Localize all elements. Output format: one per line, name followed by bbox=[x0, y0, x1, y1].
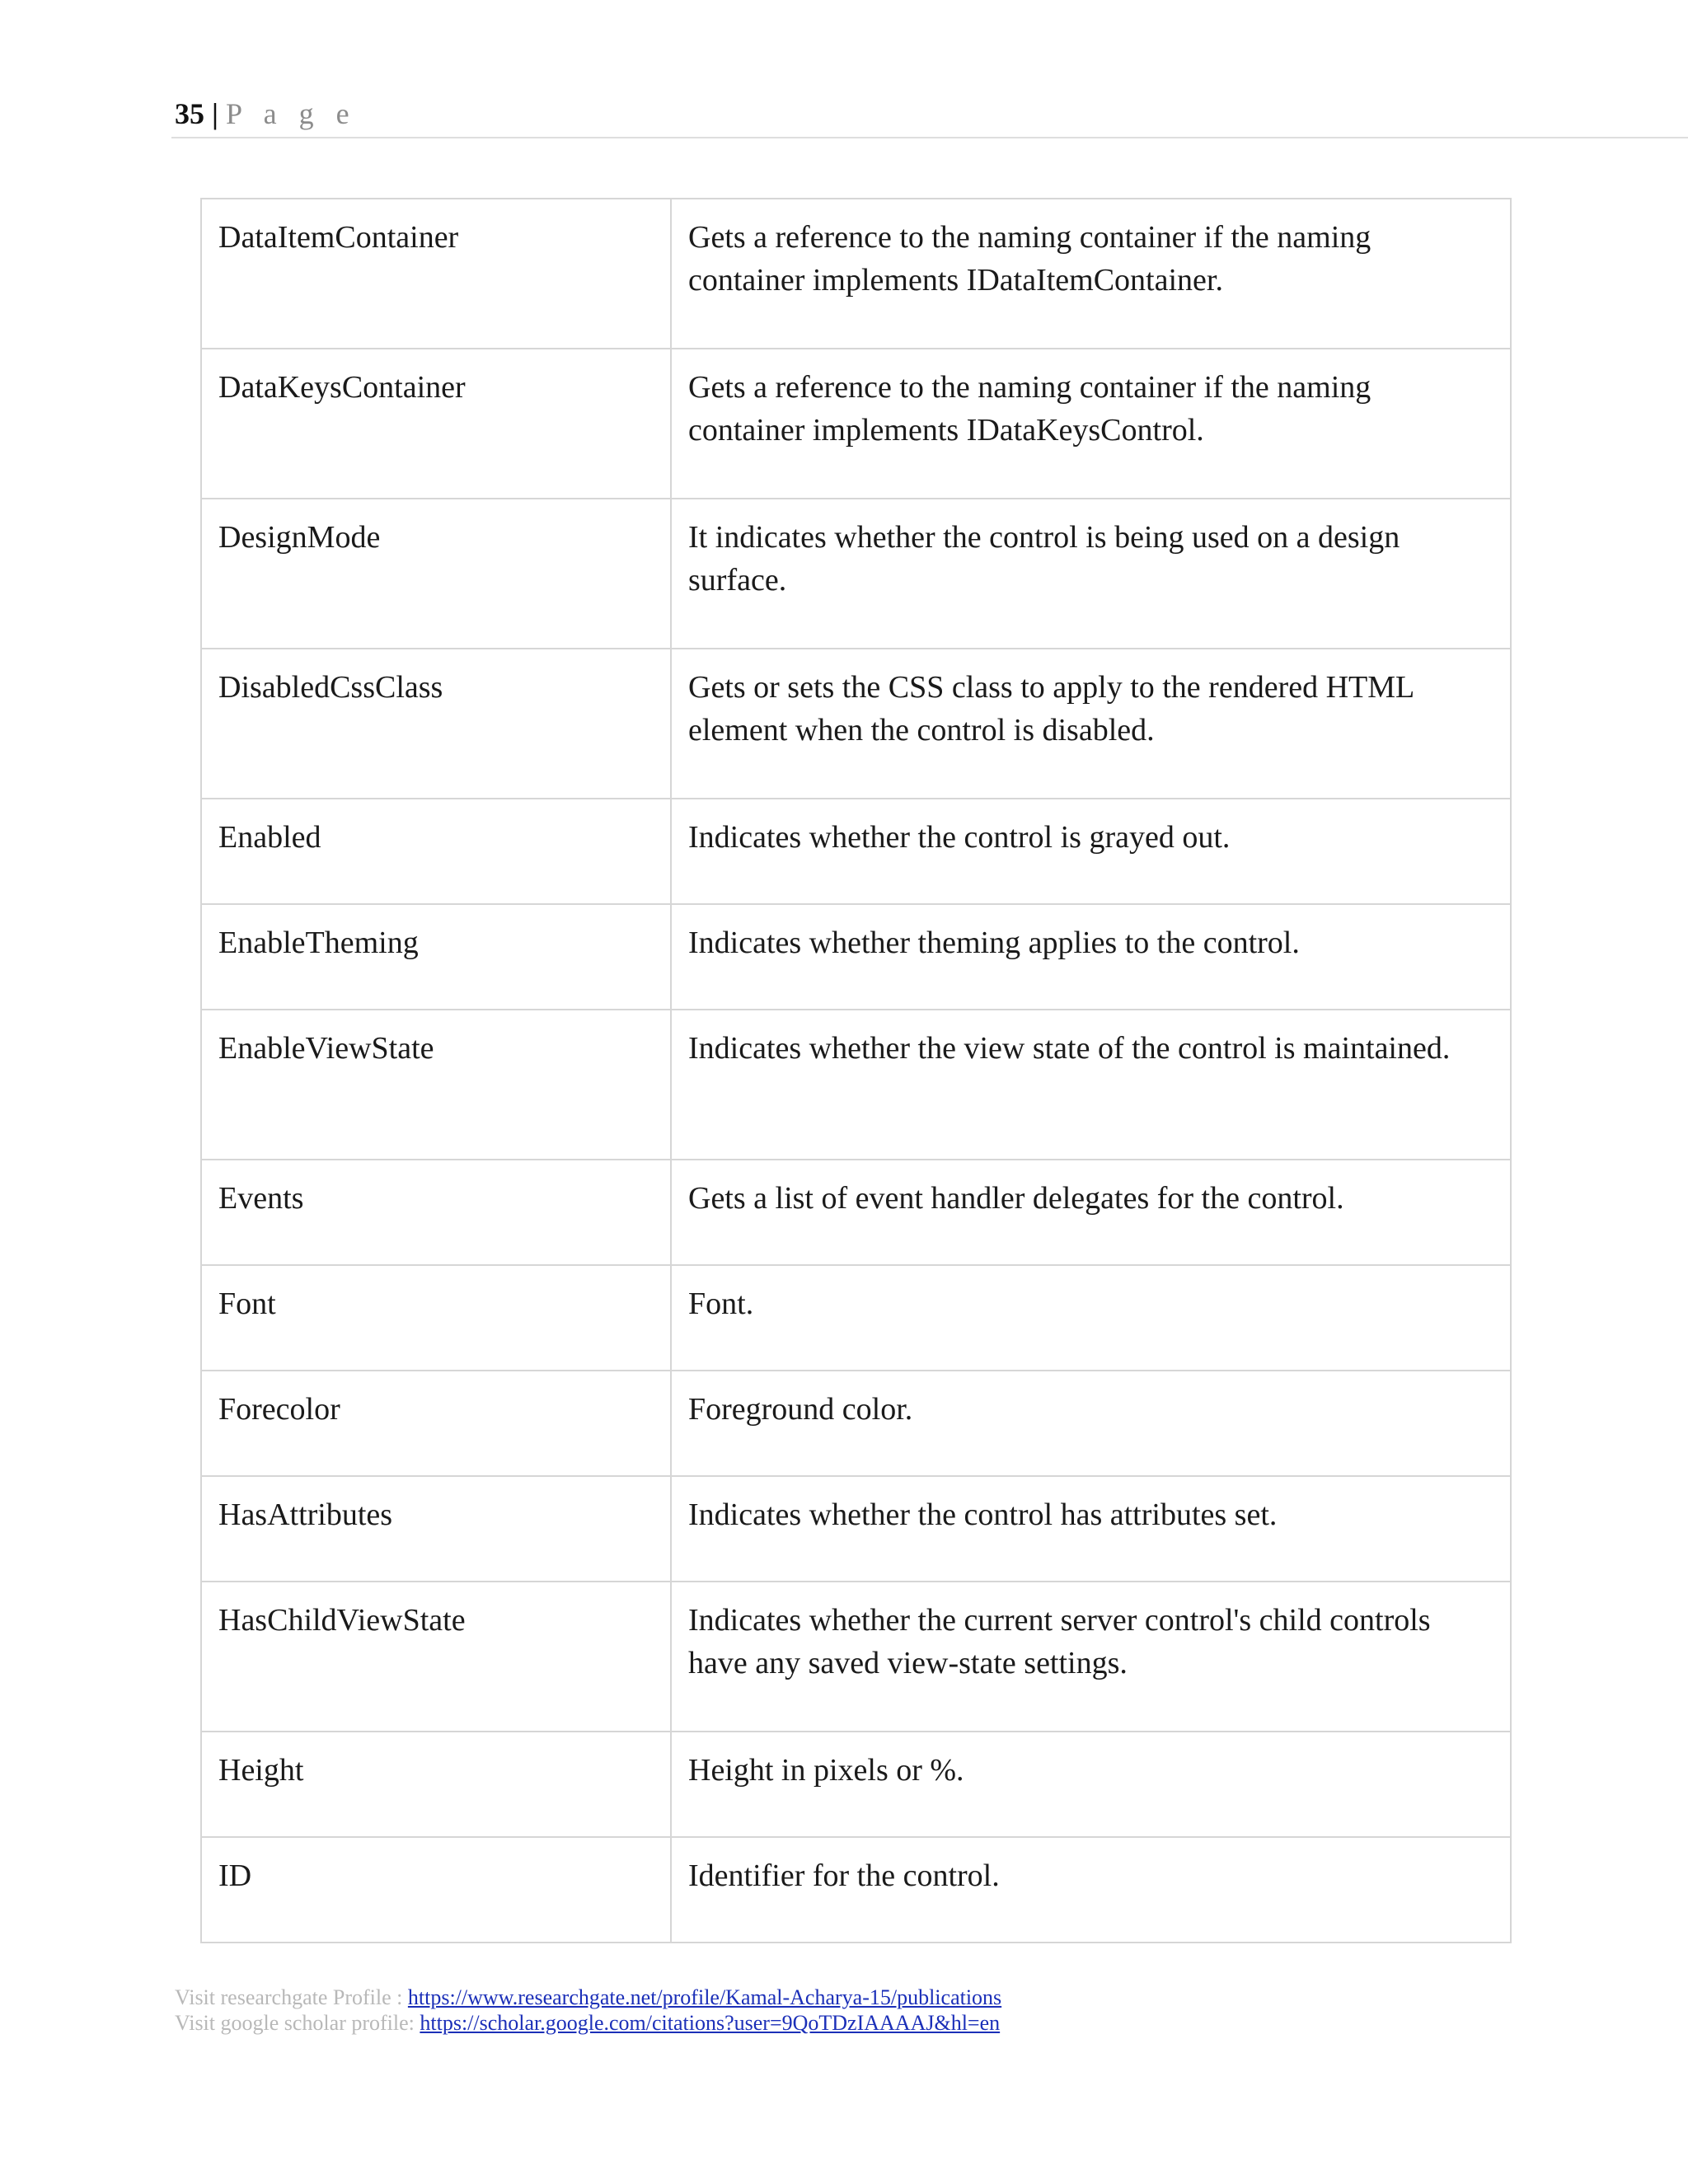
table-row bbox=[201, 1732, 1511, 1837]
property-description-cell: Indicates whether the control has attributes set. bbox=[671, 1476, 1511, 1582]
property-name-cell: DataKeysContainer bbox=[201, 349, 671, 499]
property-description-cell: Indicates whether the current server control's child controls have any saved view-state settings. bbox=[671, 1582, 1511, 1732]
property-description-cell: Height in pixels or %. bbox=[671, 1732, 1511, 1837]
property-name-cell: EnableViewState bbox=[201, 1010, 671, 1160]
property-name-cell: ID bbox=[201, 1837, 671, 1943]
scholar-link[interactable]: https://scholar.google.com/citations?user=9QoTDzIAAAAJ&hl=en bbox=[420, 2011, 1001, 2035]
table-row bbox=[201, 1837, 1511, 1943]
footer bbox=[175, 1985, 1001, 2036]
property-description-cell: Gets or sets the CSS class to apply to the rendered HTML element when the control is disabled. bbox=[671, 649, 1511, 799]
property-description-cell: Indicates whether the view state of the control is maintained. bbox=[671, 1010, 1511, 1160]
researchgate-line bbox=[175, 1985, 1001, 2010]
table-row bbox=[201, 1265, 1511, 1371]
property-description-cell: Indicates whether the control is grayed out. bbox=[671, 799, 1511, 904]
page-header bbox=[175, 97, 357, 130]
property-name-cell: EnableTheming bbox=[201, 904, 671, 1010]
property-description-cell: Indicates whether theming applies to the control. bbox=[671, 904, 1511, 1010]
table-row bbox=[201, 1010, 1511, 1160]
property-name-cell: Events bbox=[201, 1160, 671, 1265]
page-number: 35 bbox=[175, 97, 204, 130]
table-row bbox=[201, 799, 1511, 904]
property-name-cell: HasChildViewState bbox=[201, 1582, 671, 1732]
property-description-cell: Gets a list of event handler delegates for the control. bbox=[671, 1160, 1511, 1265]
table-row bbox=[201, 649, 1511, 799]
property-description-cell: Gets a reference to the naming container if the naming container implements IDataItemContainer. bbox=[671, 199, 1511, 349]
researchgate-label: Visit researchgate Profile : bbox=[175, 1985, 408, 2009]
property-description-cell: Gets a reference to the naming container if the naming container implements IDataKeysControl. bbox=[671, 349, 1511, 499]
properties-table-body bbox=[201, 199, 1511, 1943]
table-row bbox=[201, 1582, 1511, 1732]
table-row bbox=[201, 499, 1511, 649]
property-name-cell: Enabled bbox=[201, 799, 671, 904]
property-name-cell: HasAttributes bbox=[201, 1476, 671, 1582]
table-row bbox=[201, 1371, 1511, 1476]
property-name-cell: DisabledCssClass bbox=[201, 649, 671, 799]
table-row bbox=[201, 199, 1511, 349]
property-description-cell: Font. bbox=[671, 1265, 1511, 1371]
page-label: P a g e bbox=[225, 97, 357, 130]
property-name-cell: Height bbox=[201, 1732, 671, 1837]
property-name-cell: DataItemContainer bbox=[201, 199, 671, 349]
page-separator: | bbox=[212, 97, 218, 130]
property-description-cell: It indicates whether the control is being used on a design surface. bbox=[671, 499, 1511, 649]
scholar-line bbox=[175, 2010, 1001, 2036]
properties-table bbox=[200, 198, 1512, 1943]
table-row bbox=[201, 1476, 1511, 1582]
property-description-cell: Identifier for the control. bbox=[671, 1837, 1511, 1943]
property-name-cell: Forecolor bbox=[201, 1371, 671, 1476]
researchgate-link[interactable]: https://www.researchgate.net/profile/Kamal-Acharya-15/publications bbox=[407, 1985, 1002, 2009]
property-name-cell: DesignMode bbox=[201, 499, 671, 649]
property-name-cell: Font bbox=[201, 1265, 671, 1371]
table-row bbox=[201, 1160, 1511, 1265]
property-description-cell: Foreground color. bbox=[671, 1371, 1511, 1476]
header-divider bbox=[171, 137, 1688, 138]
table-row bbox=[201, 904, 1511, 1010]
table-row bbox=[201, 349, 1511, 499]
scholar-label: Visit google scholar profile: bbox=[175, 2011, 420, 2035]
